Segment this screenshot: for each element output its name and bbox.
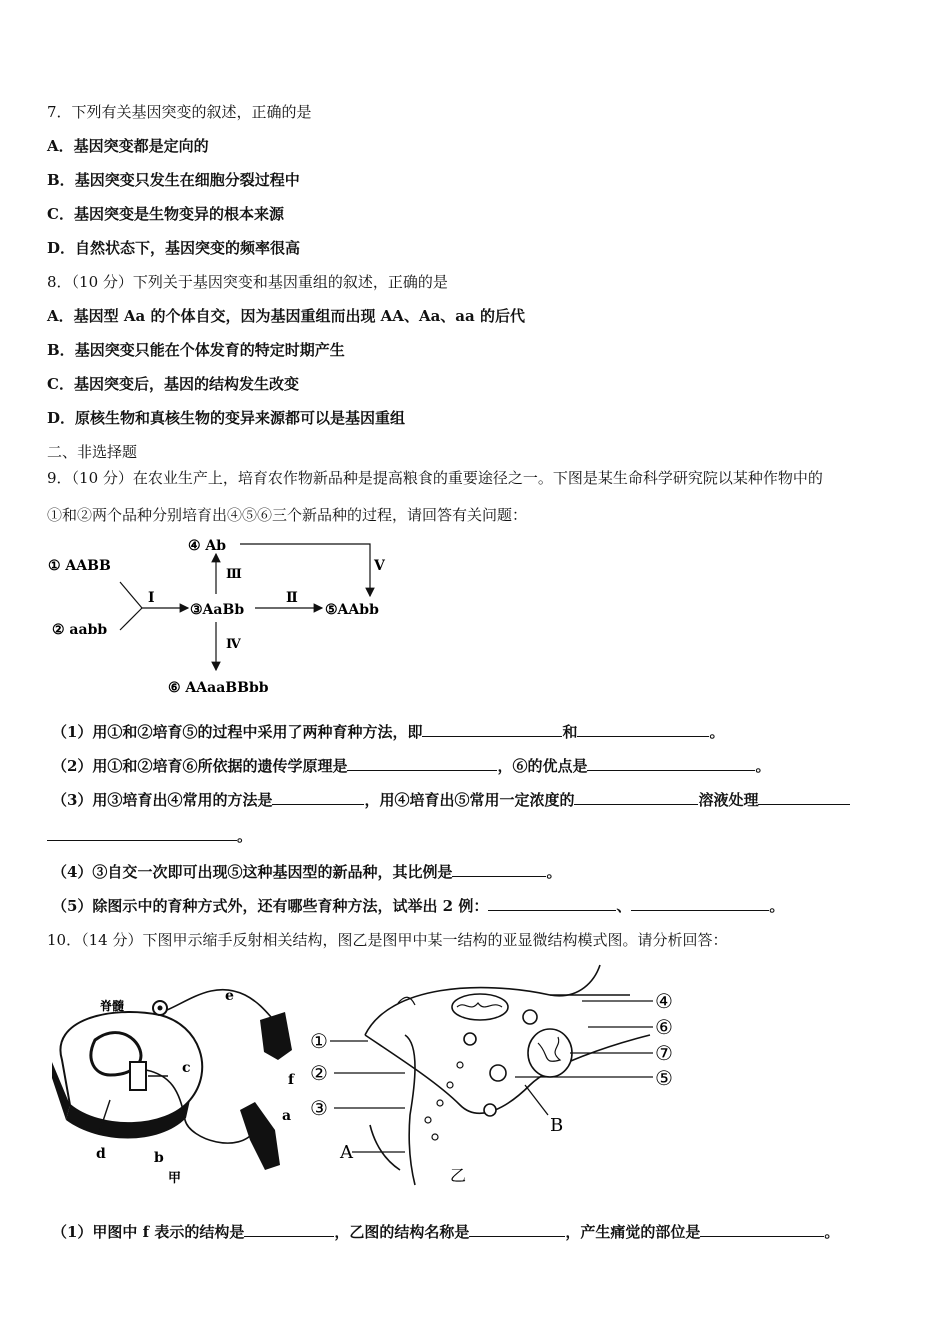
label-2: ② xyxy=(310,1061,328,1085)
q9-sub5: （5）除图示中的育种方式外，还有哪些育种方法，试举出 2 例： 、 。 xyxy=(52,897,785,915)
label-3: ③ xyxy=(310,1096,328,1120)
label-6: ⑥ xyxy=(655,1015,673,1039)
answer-blank[interactable] xyxy=(631,896,769,911)
label-A: A xyxy=(340,1142,353,1163)
answer-blank[interactable] xyxy=(347,756,497,771)
q8-stem: 8．（10 分）下列关于基因突变和基因重组的叙述，正确的是 xyxy=(47,273,448,291)
answer-blank[interactable] xyxy=(488,896,616,911)
label-e: e xyxy=(225,988,234,1004)
q8-option-c: C．基因突变后，基因的结构发生改变 xyxy=(47,375,299,393)
node-3-label: ③AaBb xyxy=(190,602,245,618)
answer-blank[interactable] xyxy=(758,790,850,805)
step-4-label: Ⅳ xyxy=(226,637,241,652)
synapse-figure xyxy=(310,955,710,1190)
answer-blank[interactable] xyxy=(452,862,546,877)
q7-option-d: D．自然状态下，基因突变的频率很高 xyxy=(47,239,301,257)
figure-b-caption: 乙 xyxy=(450,1166,467,1185)
q9-sub4: （4）③自交一次即可出现⑤这种基因型的新品种，其比例是 。 xyxy=(52,863,562,881)
node-5-label: ⑤AAbb xyxy=(325,602,379,618)
q7-option-a: A．基因突变都是定向的 xyxy=(47,137,209,155)
breeding-diagram xyxy=(40,530,400,700)
answer-blank[interactable] xyxy=(244,1222,334,1237)
answer-blank[interactable] xyxy=(574,790,698,805)
q10-sub1: （1）甲图中 f 表示的结构是 ，乙图的结构名称是 ，产生痛觉的部位是 。 xyxy=(52,1223,840,1241)
answer-blank[interactable] xyxy=(272,790,364,805)
label-f: f xyxy=(288,1072,295,1088)
answer-blank[interactable] xyxy=(700,1222,824,1237)
spinal-cord-label: 脊髓 xyxy=(100,999,125,1013)
answer-blank[interactable] xyxy=(587,756,755,771)
q9-sub3-continued: 。 xyxy=(47,826,252,846)
q7-option-c: C．基因突变是生物变异的根本来源 xyxy=(47,205,284,223)
label-a: a xyxy=(282,1108,292,1124)
q8-option-a: A．基因型 Aa 的个体自交，因为基因重组而出现 AA、Aa、aa 的后代 xyxy=(47,307,525,325)
label-d: d xyxy=(96,1146,106,1162)
label-c: c xyxy=(182,1060,191,1076)
q9-sub3: （3）用③培育出④常用的方法是 ，用④培育出⑤常用一定浓度的 溶液处理 xyxy=(52,790,850,810)
label-b: b xyxy=(154,1150,164,1166)
section-heading: 二、非选择题 xyxy=(47,443,138,461)
q9-sub1: （1）用①和②培育⑤的过程中采用了两种育种方法，即 和 。 xyxy=(52,723,725,741)
q8-option-b: B．基因突变只能在个体发育的特定时期产生 xyxy=(47,341,345,359)
answer-blank[interactable] xyxy=(422,722,562,737)
answer-blank[interactable] xyxy=(47,826,237,841)
node-6-label: ⑥ AAaaBBbb xyxy=(168,680,269,696)
label-7: ⑦ xyxy=(655,1041,673,1065)
step-3-label: Ⅲ xyxy=(226,567,242,582)
q8-option-d: D．原核生物和真核生物的变异来源都可以是基因重组 xyxy=(47,409,406,427)
label-4: ④ xyxy=(655,989,673,1013)
parent-2-label: ② aabb xyxy=(52,622,108,638)
q7-option-b: B．基因突变只发生在细胞分裂过程中 xyxy=(47,171,300,189)
q7-stem: 7．下列有关基因突变的叙述，正确的是 xyxy=(47,103,312,121)
step-2-label: Ⅱ xyxy=(286,590,298,606)
label-1: ① xyxy=(310,1029,328,1053)
parent-1-label: ① AABB xyxy=(48,558,111,574)
node-4-label: ④ Ab xyxy=(188,538,227,554)
step-5-label: Ⅴ xyxy=(374,558,385,574)
q9-stem-line1: 9．（10 分）在农业生产上，培育农作物新品种是提高粮食的重要途径之一。下图是某生命科学研究院以某种作物中的 xyxy=(47,469,823,487)
q9-stem-line2: ①和②两个品种分别培育出④⑤⑥三个新品种的过程，请回答有关问题： xyxy=(47,506,528,524)
reflex-arc-figure xyxy=(40,980,320,1190)
q9-sub2: （2）用①和②培育⑥所依据的遗传学原理是 ，⑥的优点是 。 xyxy=(52,757,771,775)
answer-blank[interactable] xyxy=(469,1222,565,1237)
step-1-label: Ⅰ xyxy=(148,590,155,606)
label-B: B xyxy=(550,1115,564,1136)
q10-stem: 10．（14 分）下图甲示缩手反射相关结构，图乙是图甲中某一结构的亚显微结构模式图。请分析回答： xyxy=(47,931,728,949)
answer-blank[interactable] xyxy=(577,722,709,737)
figure-a-caption: 甲 xyxy=(168,1171,182,1186)
label-5: ⑤ xyxy=(655,1066,673,1090)
